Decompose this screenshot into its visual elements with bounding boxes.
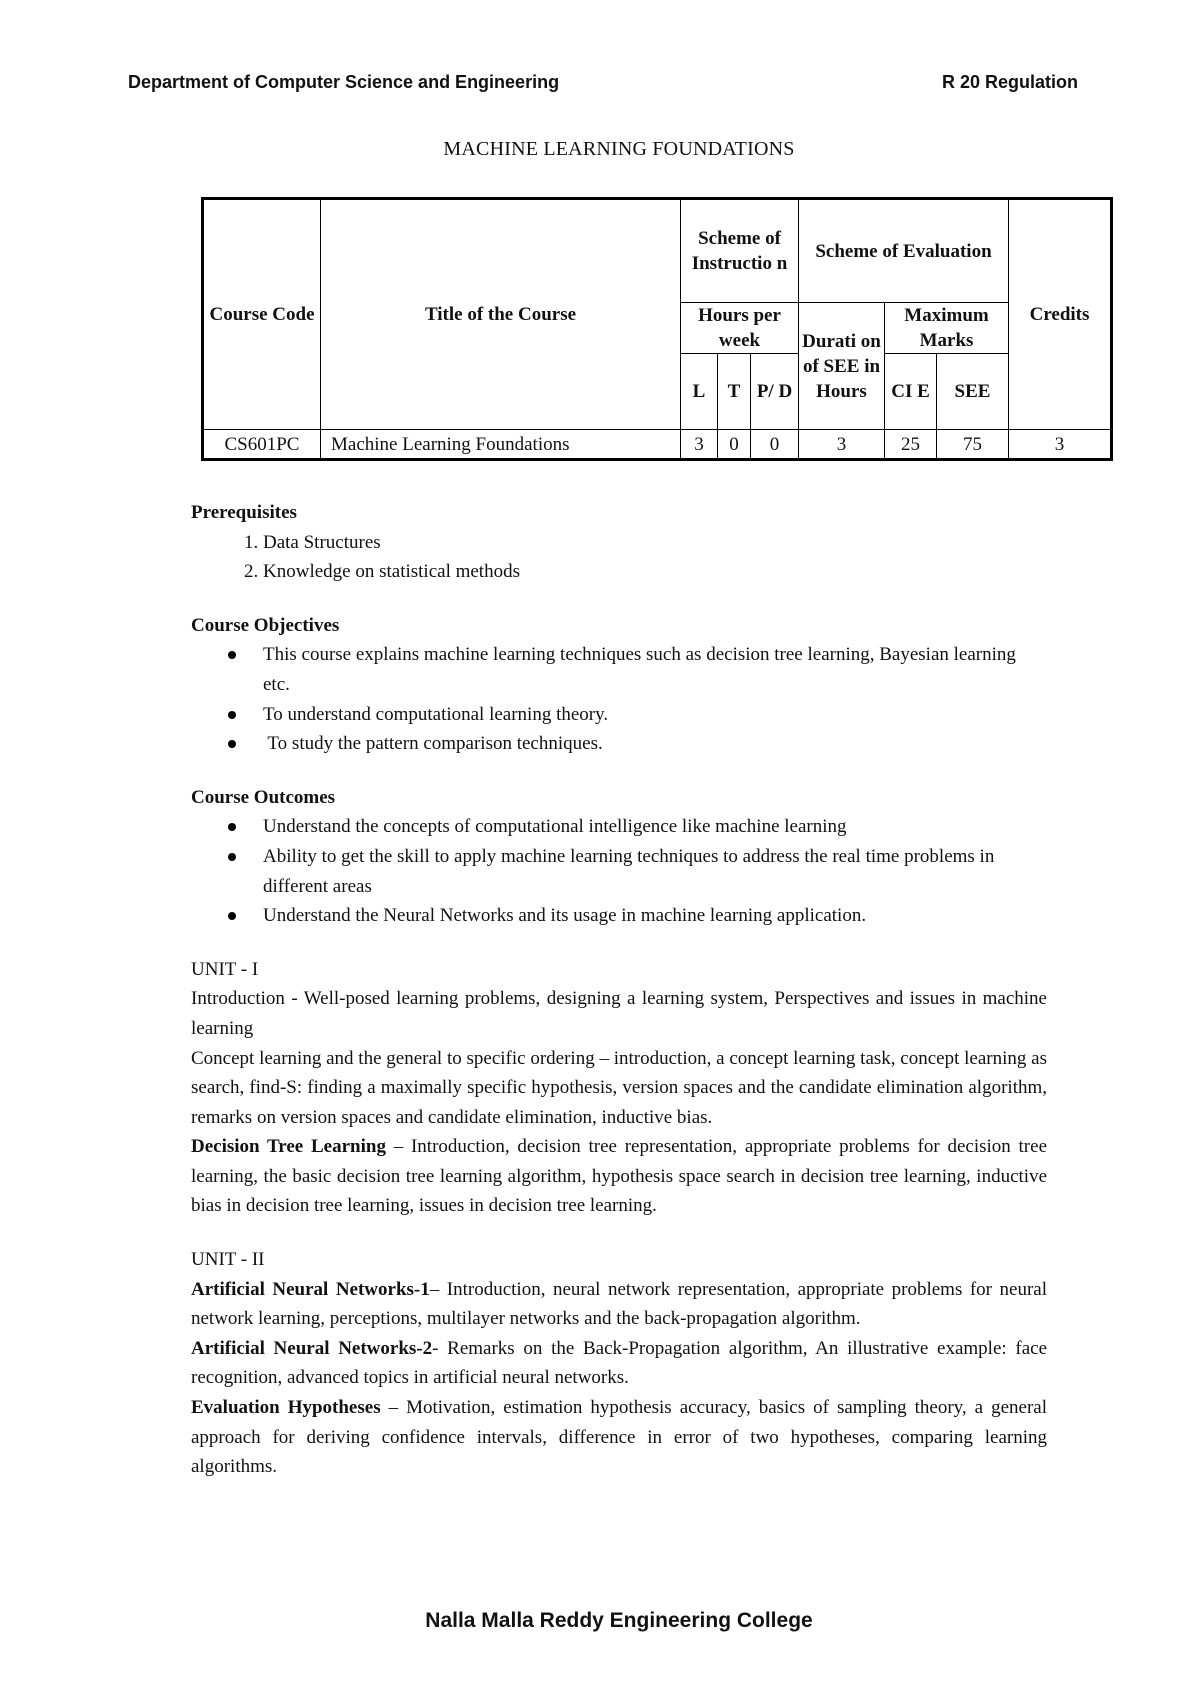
list-item: Ability to get the skill to apply machine learning techniques to address the real time problems in different areas — [263, 842, 1047, 901]
bullet-icon — [228, 853, 236, 861]
evaluation-header: Scheme of Evaluation — [799, 199, 1009, 303]
course-title: MACHINE LEARNING FOUNDATIONS — [443, 138, 795, 160]
unit1-heading: UNIT - I — [191, 958, 259, 980]
unit1-decision-tree: Decision Tree Learning – Introduction, decision tree representation, appropriate problems for decision tree learning, the basic decision tree learning algorithm, hypothesis space search in decision tree learning, inductive bias in decision tree learning, issues in decision tree learning. — [191, 1136, 1048, 1217]
list-item: 2. Knowledge on statistical methods — [263, 557, 1047, 587]
course-title-cell: Machine Learning Foundations — [321, 430, 681, 460]
list-item: Understand the concepts of computational intelligence like machine learning — [263, 812, 1047, 842]
pd-cell: 0 — [751, 430, 799, 460]
pd-header: P/ D — [751, 354, 799, 430]
credits-header: Credits — [1009, 199, 1112, 430]
duration-cell: 3 — [799, 430, 885, 460]
unit2-ann2: Artificial Neural Networks-2- Remarks on the Back-Propagation algorithm, An illustrative example: face recognition, advanced topics in artificial neural networks. — [191, 1337, 1047, 1389]
prerequisites-heading: Prerequisites — [191, 502, 297, 523]
scheme-table — [201, 197, 1113, 461]
bullet-icon — [228, 740, 236, 748]
outcomes-list — [191, 812, 1047, 930]
list-item: To understand computational learning theory. — [263, 700, 1047, 730]
unit2-ann1: Artificial Neural Networks-1– Introduction, neural network representation, appropriate problems for neural network learning, perceptions, multilayer networks and the back-propagation algorithm. — [191, 1278, 1047, 1330]
college-footer: Nalla Malla Reddy Engineering College — [425, 1609, 813, 1632]
outcomes-heading: Course Outcomes — [191, 786, 336, 808]
syllabus-content — [191, 498, 1047, 1482]
t-header: T — [718, 354, 751, 430]
duration-header: Durati on of SEE in Hours — [799, 303, 885, 430]
bullet-icon — [228, 651, 236, 659]
l-header: L — [681, 354, 718, 430]
department-header: Department of Computer Science and Engineering — [128, 72, 560, 92]
objectives-list — [191, 640, 1047, 758]
l-cell: 3 — [681, 430, 718, 460]
hours-header: Hours per week — [681, 303, 799, 354]
cie-cell: 25 — [885, 430, 937, 460]
prerequisites-list — [191, 528, 1047, 587]
bullet-icon — [228, 912, 236, 920]
see-header: SEE — [937, 354, 1009, 430]
list-item: Understand the Neural Networks and its usage in machine learning application. — [263, 901, 1047, 931]
bullet-icon — [228, 823, 236, 831]
unit2-heading: UNIT - II — [191, 1249, 265, 1271]
list-item: This course explains machine learning techniques such as decision tree learning, Bayesian learning etc. — [263, 640, 1047, 699]
t-cell: 0 — [718, 430, 751, 460]
credits-cell: 3 — [1009, 430, 1112, 460]
max-marks-header: Maximum Marks — [885, 303, 1009, 354]
objectives-heading: Course Objectives — [191, 614, 340, 636]
unit1-intro: Introduction - Well-posed learning problems, designing a learning system, Perspectives and issues in machine learning — [191, 988, 1047, 1039]
regulation-header: R 20 Regulation — [941, 72, 1078, 92]
cie-header: CI E — [885, 354, 937, 430]
title-header: Title of the Course — [321, 199, 681, 430]
list-item: To study the pattern comparison techniques. — [263, 729, 1047, 759]
instruction-header: Scheme of Instructio n — [681, 199, 799, 303]
bullet-icon — [228, 711, 236, 719]
see-cell: 75 — [937, 430, 1009, 460]
table-row — [203, 430, 1112, 460]
unit1-concept-learning: Concept learning and the general to specific ordering – introduction, a concept learning task, concept learning as search, find-S: finding a maximally specific hypothesis, version spaces and the candidate elimination algorithm, remarks on version spaces and candidate elimination, inductive bias. — [191, 1047, 1047, 1128]
course-code-cell: CS601PC — [203, 430, 321, 460]
course-code-header: Course Code — [203, 199, 321, 430]
unit2-evaluation: Evaluation Hypotheses – Motivation, estimation hypothesis accuracy, basics of sampling theory, a general approach for deriving confidence intervals, difference in error of two hypotheses, comparing learning algorithms. — [191, 1397, 1048, 1478]
list-item: 1. Data Structures — [263, 528, 1047, 558]
